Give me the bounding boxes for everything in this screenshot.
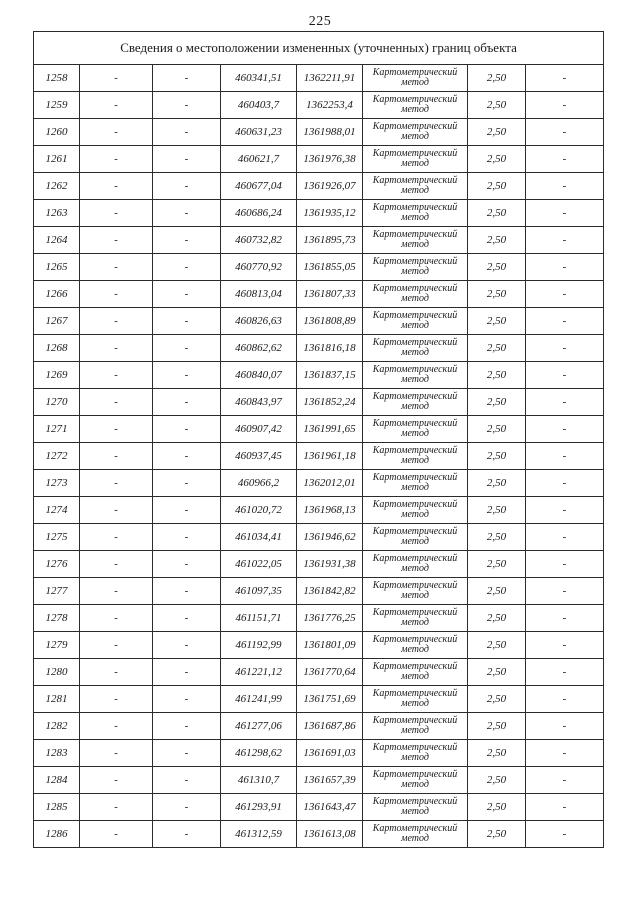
point-number-cell: 1279 <box>34 632 80 659</box>
coordinate-x-cell: 460826,63 <box>221 308 297 335</box>
empty-value-cell: - <box>80 200 153 227</box>
coordinate-x-cell: 460732,82 <box>221 227 297 254</box>
method-cell: Картометрический метод <box>363 389 468 416</box>
method-cell: Картометрический метод <box>363 686 468 713</box>
table-body <box>34 32 604 848</box>
coordinate-y-cell: 1361931,38 <box>297 551 363 578</box>
empty-value-cell: - <box>153 119 221 146</box>
coordinate-y-cell: 1361935,12 <box>297 200 363 227</box>
accuracy-cell: 2,50 <box>468 173 526 200</box>
empty-value-cell: - <box>153 308 221 335</box>
accuracy-cell: 2,50 <box>468 362 526 389</box>
accuracy-cell: 2,50 <box>468 254 526 281</box>
empty-value-cell: - <box>526 92 604 119</box>
coordinate-y-cell: 1362253,4 <box>297 92 363 119</box>
coordinate-y-cell: 1361808,89 <box>297 308 363 335</box>
empty-value-cell: - <box>526 65 604 92</box>
table-row <box>34 389 604 416</box>
empty-value-cell: - <box>80 632 153 659</box>
empty-value-cell: - <box>80 173 153 200</box>
coordinate-x-cell: 461298,62 <box>221 740 297 767</box>
point-number-cell: 1286 <box>34 821 80 848</box>
coordinate-x-cell: 461293,91 <box>221 794 297 821</box>
table-title: Сведения о местоположении измененных (уточненных) границ объекта <box>34 32 604 65</box>
point-number-cell: 1263 <box>34 200 80 227</box>
empty-value-cell: - <box>80 524 153 551</box>
accuracy-cell: 2,50 <box>468 389 526 416</box>
point-number-cell: 1269 <box>34 362 80 389</box>
empty-value-cell: - <box>153 146 221 173</box>
coordinate-y-cell: 1361816,18 <box>297 335 363 362</box>
method-cell: Картометрический метод <box>363 200 468 227</box>
coordinate-y-cell: 1361988,01 <box>297 119 363 146</box>
empty-value-cell: - <box>153 740 221 767</box>
accuracy-cell: 2,50 <box>468 200 526 227</box>
empty-value-cell: - <box>526 524 604 551</box>
empty-value-cell: - <box>153 335 221 362</box>
table-row <box>34 281 604 308</box>
accuracy-cell: 2,50 <box>468 578 526 605</box>
table-row <box>34 443 604 470</box>
method-cell: Картометрический метод <box>363 578 468 605</box>
coordinate-y-cell: 1361801,09 <box>297 632 363 659</box>
empty-value-cell: - <box>153 281 221 308</box>
accuracy-cell: 2,50 <box>468 524 526 551</box>
coordinate-x-cell: 460840,07 <box>221 362 297 389</box>
empty-value-cell: - <box>526 632 604 659</box>
empty-value-cell: - <box>80 362 153 389</box>
coordinate-y-cell: 1361852,24 <box>297 389 363 416</box>
empty-value-cell: - <box>80 254 153 281</box>
accuracy-cell: 2,50 <box>468 227 526 254</box>
empty-value-cell: - <box>80 470 153 497</box>
empty-value-cell: - <box>80 389 153 416</box>
empty-value-cell: - <box>526 578 604 605</box>
empty-value-cell: - <box>526 821 604 848</box>
table-row <box>34 821 604 848</box>
point-number-cell: 1285 <box>34 794 80 821</box>
method-cell: Картометрический метод <box>363 713 468 740</box>
coordinate-y-cell: 1361895,73 <box>297 227 363 254</box>
coordinate-y-cell: 1361842,82 <box>297 578 363 605</box>
table-row <box>34 632 604 659</box>
empty-value-cell: - <box>526 146 604 173</box>
point-number-cell: 1259 <box>34 92 80 119</box>
table-row <box>34 65 604 92</box>
accuracy-cell: 2,50 <box>468 146 526 173</box>
empty-value-cell: - <box>80 740 153 767</box>
coordinate-x-cell: 460341,51 <box>221 65 297 92</box>
accuracy-cell: 2,50 <box>468 605 526 632</box>
empty-value-cell: - <box>526 794 604 821</box>
table-row <box>34 740 604 767</box>
empty-value-cell: - <box>153 470 221 497</box>
method-cell: Картометрический метод <box>363 524 468 551</box>
accuracy-cell: 2,50 <box>468 92 526 119</box>
accuracy-cell: 2,50 <box>468 443 526 470</box>
coordinate-x-cell: 460677,04 <box>221 173 297 200</box>
empty-value-cell: - <box>153 254 221 281</box>
empty-value-cell: - <box>80 65 153 92</box>
coordinate-x-cell: 461310,7 <box>221 767 297 794</box>
method-cell: Картометрический метод <box>363 92 468 119</box>
point-number-cell: 1258 <box>34 65 80 92</box>
table-row <box>34 605 604 632</box>
table-row <box>34 524 604 551</box>
table-row <box>34 146 604 173</box>
method-cell: Картометрический метод <box>363 362 468 389</box>
empty-value-cell: - <box>526 767 604 794</box>
method-cell: Картометрический метод <box>363 416 468 443</box>
method-cell: Картометрический метод <box>363 470 468 497</box>
point-number-cell: 1261 <box>34 146 80 173</box>
empty-value-cell: - <box>153 524 221 551</box>
table-row <box>34 362 604 389</box>
coordinate-x-cell: 460843,97 <box>221 389 297 416</box>
table-row <box>34 578 604 605</box>
accuracy-cell: 2,50 <box>468 686 526 713</box>
empty-value-cell: - <box>526 470 604 497</box>
coordinate-y-cell: 1362211,91 <box>297 65 363 92</box>
accuracy-cell: 2,50 <box>468 659 526 686</box>
coordinate-y-cell: 1361657,39 <box>297 767 363 794</box>
coordinate-x-cell: 460621,7 <box>221 146 297 173</box>
coordinate-y-cell: 1361807,33 <box>297 281 363 308</box>
coordinate-x-cell: 460813,04 <box>221 281 297 308</box>
empty-value-cell: - <box>80 821 153 848</box>
empty-value-cell: - <box>153 605 221 632</box>
empty-value-cell: - <box>80 659 153 686</box>
empty-value-cell: - <box>153 713 221 740</box>
table-row <box>34 335 604 362</box>
table-row <box>34 200 604 227</box>
empty-value-cell: - <box>153 92 221 119</box>
empty-value-cell: - <box>153 578 221 605</box>
empty-value-cell: - <box>526 362 604 389</box>
method-cell: Картометрический метод <box>363 146 468 173</box>
empty-value-cell: - <box>153 632 221 659</box>
method-cell: Картометрический метод <box>363 65 468 92</box>
table-row <box>34 92 604 119</box>
accuracy-cell: 2,50 <box>468 632 526 659</box>
point-number-cell: 1278 <box>34 605 80 632</box>
coordinate-x-cell: 461277,06 <box>221 713 297 740</box>
table-row <box>34 308 604 335</box>
empty-value-cell: - <box>153 65 221 92</box>
method-cell: Картометрический метод <box>363 551 468 578</box>
coordinate-x-cell: 460937,45 <box>221 443 297 470</box>
point-number-cell: 1277 <box>34 578 80 605</box>
empty-value-cell: - <box>80 119 153 146</box>
point-number-cell: 1271 <box>34 416 80 443</box>
point-number-cell: 1262 <box>34 173 80 200</box>
table-row <box>34 767 604 794</box>
accuracy-cell: 2,50 <box>468 497 526 524</box>
point-number-cell: 1272 <box>34 443 80 470</box>
coordinate-x-cell: 461192,99 <box>221 632 297 659</box>
page-number: 225 <box>308 14 332 29</box>
method-cell: Картометрический метод <box>363 794 468 821</box>
empty-value-cell: - <box>526 551 604 578</box>
accuracy-cell: 2,50 <box>468 470 526 497</box>
accuracy-cell: 2,50 <box>468 281 526 308</box>
coordinate-x-cell: 460631,23 <box>221 119 297 146</box>
empty-value-cell: - <box>80 767 153 794</box>
coordinate-x-cell: 461020,72 <box>221 497 297 524</box>
coordinate-x-cell: 460686,24 <box>221 200 297 227</box>
coordinate-y-cell: 1362012,01 <box>297 470 363 497</box>
coordinate-y-cell: 1361643,47 <box>297 794 363 821</box>
method-cell: Картометрический метод <box>363 740 468 767</box>
empty-value-cell: - <box>526 497 604 524</box>
empty-value-cell: - <box>153 686 221 713</box>
empty-value-cell: - <box>526 335 604 362</box>
point-number-cell: 1282 <box>34 713 80 740</box>
coordinate-y-cell: 1361770,64 <box>297 659 363 686</box>
coordinate-y-cell: 1361691,03 <box>297 740 363 767</box>
method-cell: Картометрический метод <box>363 119 468 146</box>
table-row <box>34 173 604 200</box>
method-cell: Картометрический метод <box>363 767 468 794</box>
point-number-cell: 1276 <box>34 551 80 578</box>
accuracy-cell: 2,50 <box>468 821 526 848</box>
accuracy-cell: 2,50 <box>468 335 526 362</box>
empty-value-cell: - <box>153 416 221 443</box>
point-number-cell: 1265 <box>34 254 80 281</box>
method-cell: Картометрический метод <box>363 281 468 308</box>
table-row <box>34 794 604 821</box>
table-row <box>34 227 604 254</box>
empty-value-cell: - <box>526 227 604 254</box>
boundary-coordinates-table <box>33 31 604 848</box>
point-number-cell: 1270 <box>34 389 80 416</box>
accuracy-cell: 2,50 <box>468 740 526 767</box>
method-cell: Картометрический метод <box>363 254 468 281</box>
point-number-cell: 1283 <box>34 740 80 767</box>
point-number-cell: 1260 <box>34 119 80 146</box>
empty-value-cell: - <box>526 740 604 767</box>
method-cell: Картометрический метод <box>363 335 468 362</box>
coordinate-x-cell: 460862,62 <box>221 335 297 362</box>
empty-value-cell: - <box>153 551 221 578</box>
method-cell: Картометрический метод <box>363 173 468 200</box>
empty-value-cell: - <box>80 686 153 713</box>
empty-value-cell: - <box>80 578 153 605</box>
empty-value-cell: - <box>526 443 604 470</box>
empty-value-cell: - <box>80 794 153 821</box>
empty-value-cell: - <box>80 416 153 443</box>
empty-value-cell: - <box>526 416 604 443</box>
point-number-cell: 1284 <box>34 767 80 794</box>
empty-value-cell: - <box>80 146 153 173</box>
coordinate-y-cell: 1361991,65 <box>297 416 363 443</box>
accuracy-cell: 2,50 <box>468 65 526 92</box>
method-cell: Картометрический метод <box>363 605 468 632</box>
empty-value-cell: - <box>80 443 153 470</box>
empty-value-cell: - <box>526 200 604 227</box>
coordinate-x-cell: 461221,12 <box>221 659 297 686</box>
accuracy-cell: 2,50 <box>468 119 526 146</box>
empty-value-cell: - <box>80 551 153 578</box>
empty-value-cell: - <box>526 254 604 281</box>
coordinate-y-cell: 1361776,25 <box>297 605 363 632</box>
coordinate-x-cell: 460403,7 <box>221 92 297 119</box>
coordinate-x-cell: 460907,42 <box>221 416 297 443</box>
coordinate-x-cell: 461034,41 <box>221 524 297 551</box>
empty-value-cell: - <box>526 308 604 335</box>
table-title-row <box>34 32 604 65</box>
empty-value-cell: - <box>80 227 153 254</box>
empty-value-cell: - <box>80 713 153 740</box>
empty-value-cell: - <box>153 659 221 686</box>
empty-value-cell: - <box>153 767 221 794</box>
accuracy-cell: 2,50 <box>468 713 526 740</box>
empty-value-cell: - <box>80 281 153 308</box>
coordinate-y-cell: 1361687,86 <box>297 713 363 740</box>
point-number-cell: 1280 <box>34 659 80 686</box>
empty-value-cell: - <box>153 389 221 416</box>
point-number-cell: 1266 <box>34 281 80 308</box>
empty-value-cell: - <box>80 497 153 524</box>
accuracy-cell: 2,50 <box>468 794 526 821</box>
method-cell: Картометрический метод <box>363 659 468 686</box>
empty-value-cell: - <box>526 686 604 713</box>
coordinate-y-cell: 1361961,18 <box>297 443 363 470</box>
accuracy-cell: 2,50 <box>468 308 526 335</box>
coordinate-x-cell: 461022,05 <box>221 551 297 578</box>
empty-value-cell: - <box>526 659 604 686</box>
point-number-cell: 1275 <box>34 524 80 551</box>
empty-value-cell: - <box>80 335 153 362</box>
empty-value-cell: - <box>526 605 604 632</box>
accuracy-cell: 2,50 <box>468 416 526 443</box>
table-row <box>34 551 604 578</box>
coordinate-y-cell: 1361837,15 <box>297 362 363 389</box>
table-row <box>34 416 604 443</box>
coordinate-y-cell: 1361613,08 <box>297 821 363 848</box>
table-row <box>34 659 604 686</box>
coordinate-y-cell: 1361926,07 <box>297 173 363 200</box>
coordinate-y-cell: 1361968,13 <box>297 497 363 524</box>
empty-value-cell: - <box>526 173 604 200</box>
coordinate-x-cell: 460966,2 <box>221 470 297 497</box>
empty-value-cell: - <box>153 200 221 227</box>
table-row <box>34 470 604 497</box>
point-number-cell: 1267 <box>34 308 80 335</box>
coordinate-y-cell: 1361946,62 <box>297 524 363 551</box>
coordinate-y-cell: 1361751,69 <box>297 686 363 713</box>
point-number-cell: 1268 <box>34 335 80 362</box>
empty-value-cell: - <box>153 821 221 848</box>
table-row <box>34 686 604 713</box>
coordinate-x-cell: 460770,92 <box>221 254 297 281</box>
coordinate-x-cell: 461241,99 <box>221 686 297 713</box>
empty-value-cell: - <box>153 227 221 254</box>
empty-value-cell: - <box>526 389 604 416</box>
empty-value-cell: - <box>153 362 221 389</box>
coordinate-x-cell: 461097,35 <box>221 578 297 605</box>
method-cell: Картометрический метод <box>363 227 468 254</box>
table-row <box>34 497 604 524</box>
coordinate-y-cell: 1361976,38 <box>297 146 363 173</box>
coordinate-x-cell: 461151,71 <box>221 605 297 632</box>
empty-value-cell: - <box>153 443 221 470</box>
empty-value-cell: - <box>526 281 604 308</box>
table-row <box>34 713 604 740</box>
coordinate-x-cell: 461312,59 <box>221 821 297 848</box>
method-cell: Картометрический метод <box>363 443 468 470</box>
empty-value-cell: - <box>80 605 153 632</box>
point-number-cell: 1273 <box>34 470 80 497</box>
empty-value-cell: - <box>526 119 604 146</box>
empty-value-cell: - <box>526 713 604 740</box>
method-cell: Картометрический метод <box>363 632 468 659</box>
method-cell: Картометрический метод <box>363 497 468 524</box>
point-number-cell: 1281 <box>34 686 80 713</box>
empty-value-cell: - <box>153 497 221 524</box>
empty-value-cell: - <box>153 794 221 821</box>
method-cell: Картометрический метод <box>363 308 468 335</box>
coordinate-y-cell: 1361855,05 <box>297 254 363 281</box>
accuracy-cell: 2,50 <box>468 767 526 794</box>
empty-value-cell: - <box>80 92 153 119</box>
table-row <box>34 119 604 146</box>
point-number-cell: 1274 <box>34 497 80 524</box>
table-row <box>34 254 604 281</box>
point-number-cell: 1264 <box>34 227 80 254</box>
method-cell: Картометрический метод <box>363 821 468 848</box>
accuracy-cell: 2,50 <box>468 551 526 578</box>
empty-value-cell: - <box>153 173 221 200</box>
empty-value-cell: - <box>80 308 153 335</box>
